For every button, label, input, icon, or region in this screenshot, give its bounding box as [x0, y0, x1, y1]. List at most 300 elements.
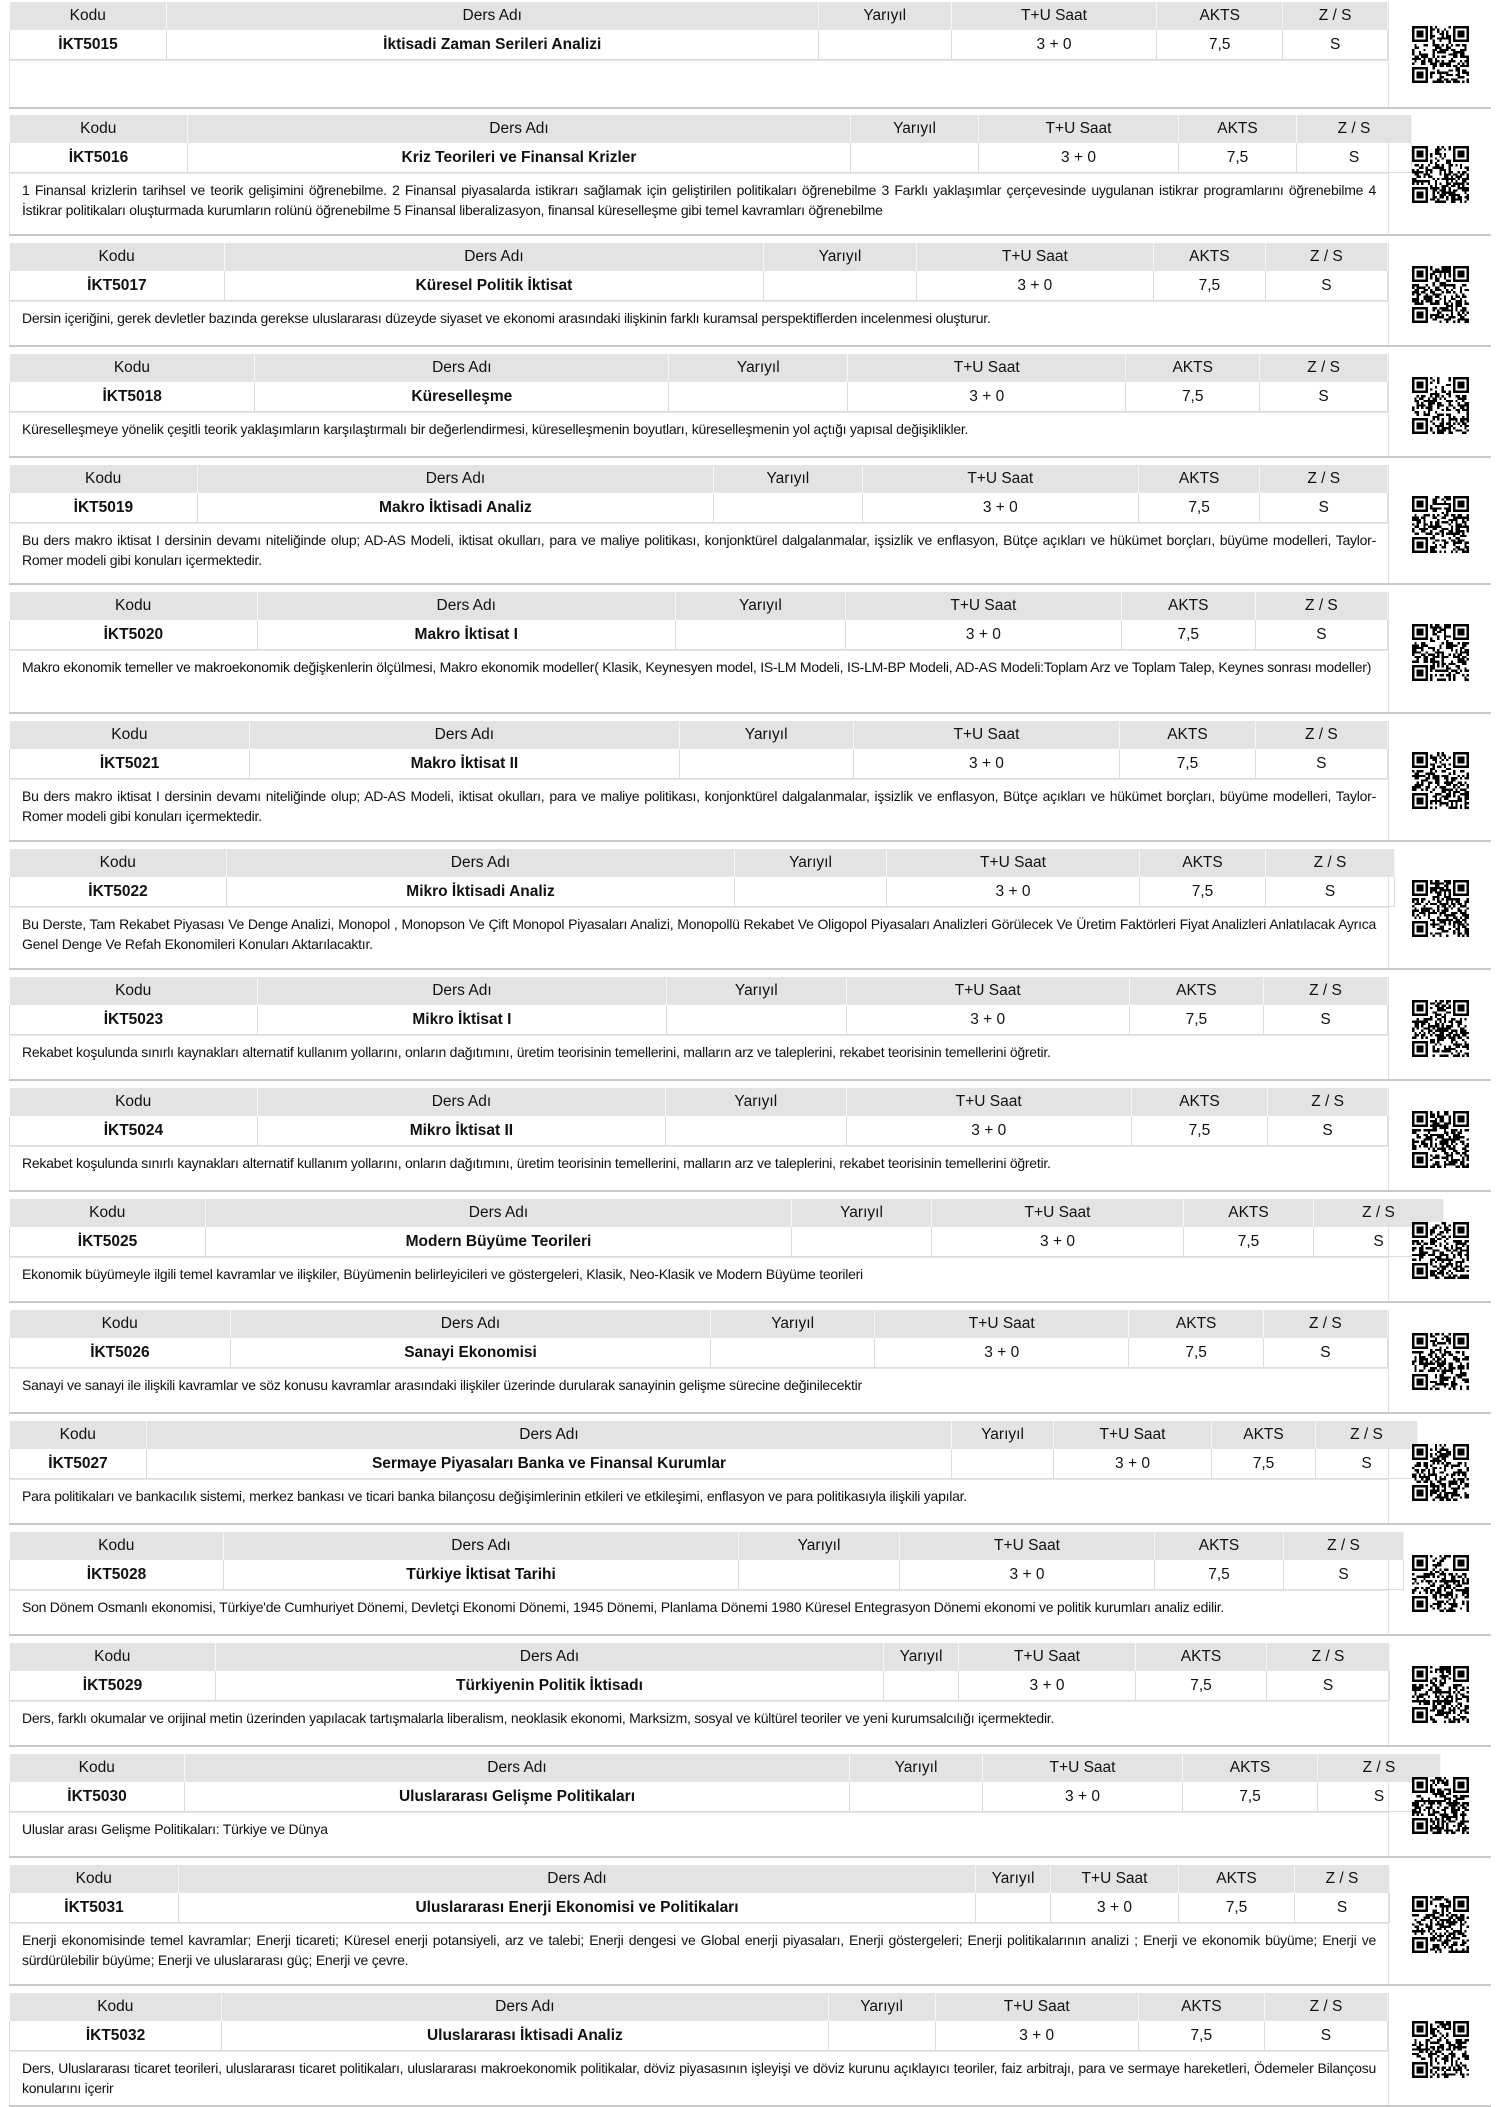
course-zs: S: [1264, 1005, 1388, 1035]
course-name: Makro İktisat II: [250, 749, 679, 779]
course-semester: [711, 1338, 875, 1368]
qr-code-icon: [1412, 377, 1469, 434]
header-row: [10, 1421, 1418, 1449]
header-code: Kodu: [10, 977, 258, 1005]
header-hours: T+U Saat: [959, 1643, 1136, 1671]
qr-code-icon: [1412, 1000, 1469, 1057]
header-zs: Z / S: [1267, 1643, 1390, 1671]
course-ects: 7,5: [1138, 493, 1260, 523]
qr-code-icon: [1412, 1555, 1469, 1612]
course-hours: 3 + 0: [848, 382, 1126, 412]
course-ects: 7,5: [1131, 1116, 1267, 1146]
header-zs: Z / S: [1264, 977, 1388, 1005]
course-code: İKT5029: [10, 1671, 216, 1701]
header-semester: Yarıyıl: [952, 1421, 1054, 1449]
course-ects: 7,5: [1129, 1338, 1263, 1368]
course-hours: 3 + 0: [875, 1338, 1129, 1368]
header-row: [10, 1088, 1388, 1116]
header-zs: Z / S: [1265, 243, 1387, 271]
course-code: İKT5031: [10, 1893, 179, 1923]
course-description: 1 Finansal krizlerin tarihsel ve teorik gelişimini öğrenebilme. 2 Finansal piyasalarda istikrarı sağlamak için geliştirilen politikaları öğrenebilme 3 Farklı yaklaşımlar çerçevesinde uygulanan istikrar programlarını öğrenebilme 4 İstikrar politikaları oluşturmada kurumların rolünü öğrenebilme 5 Finansal liberalizasyon, finansal küreselleşme gibi temel kavramları öğrenebilme: [9, 173, 1388, 234]
course-ects: 7,5: [1138, 2021, 1264, 2051]
qr-code[interactable]: [1389, 1532, 1491, 1634]
header-semester: Yarıyıl: [976, 1865, 1051, 1893]
header-hours: T+U Saat: [1051, 1865, 1179, 1893]
header-semester: Yarıyıl: [792, 1199, 932, 1227]
course-code: İKT5026: [10, 1338, 231, 1368]
header-ects: AKTS: [1138, 1993, 1264, 2021]
course-description: Küreselleşmeye yönelik çeşitli teorik yaklaşımların karşılaştırmalı bir değerlendirmesi, küreselleşmenin boyutları, küreselleşmenin yol açtığı yapısal değişiklikler.: [9, 412, 1388, 456]
header-code: Kodu: [10, 592, 258, 620]
header-zs: Z / S: [1297, 115, 1412, 143]
course-semester: [764, 271, 917, 301]
header-semester: Yarıyıl: [675, 592, 845, 620]
course-hours: 3 + 0: [846, 620, 1122, 650]
course-description: Bu Derste, Tam Rekabet Piyasası Ve Denge Analizi, Monopol , Monopson Ve Çift Monopol Piyasaları Analizi, Monopollü Rekabet Ve Oligopol Piyasaları Analizleri Görülecek Ve Üretim Faktörleri Fiyat Analizleri Anlatılacak Ayrıca Genel Denge Ve Refah Ekonomileri Konuları Aktarılacaktır.: [9, 907, 1388, 968]
course-code: İKT5030: [10, 1782, 185, 1812]
header-semester: Yarıyıl: [851, 115, 979, 143]
course-hours: 3 + 0: [846, 1005, 1129, 1035]
course-zs: S: [1268, 1116, 1388, 1146]
header-name: Ders Adı: [257, 977, 666, 1005]
qr-code[interactable]: [1389, 1643, 1491, 1745]
header-ects: AKTS: [1131, 1088, 1267, 1116]
header-name: Ders Adı: [206, 1199, 792, 1227]
course-block: [9, 721, 1491, 842]
course-description: Ders, farklı okumalar ve orijinal metin üzerinden yapılacak tartışmalarla liberalism, neoklasik ekonomi, Marksizm, sosyal ve kültürel teoriler ve yeni kurumsalcılığı içermektedir.: [9, 1701, 1388, 1745]
course-row: [10, 271, 1388, 301]
header-code: Kodu: [10, 1754, 185, 1782]
header-name: Ders Adı: [188, 115, 851, 143]
course-zs: S: [1316, 1449, 1418, 1479]
header-name: Ders Adı: [227, 849, 735, 877]
course-table: [9, 1532, 1404, 1590]
course-row: [10, 30, 1388, 60]
header-hours: T+U Saat: [900, 1532, 1155, 1560]
course-block: [9, 977, 1491, 1081]
course-row: [10, 2021, 1388, 2051]
header-row: [10, 243, 1388, 271]
course-hours: 3 + 0: [846, 1116, 1131, 1146]
qr-code[interactable]: [1389, 115, 1491, 234]
header-code: Kodu: [10, 354, 255, 382]
header-hours: T+U Saat: [887, 849, 1140, 877]
course-table: [9, 1310, 1388, 1368]
header-row: [10, 849, 1395, 877]
course-row: [10, 382, 1388, 412]
course-ects: 7,5: [1157, 30, 1283, 60]
course-semester: [739, 1560, 900, 1590]
course-name: Türkiye İktisat Tarihi: [224, 1560, 739, 1590]
header-name: Ders Adı: [166, 2, 818, 30]
course-block: [9, 354, 1491, 458]
header-ects: AKTS: [1129, 977, 1263, 1005]
qr-code[interactable]: [1389, 1865, 1491, 1984]
header-code: Kodu: [10, 1310, 231, 1338]
course-table: [9, 849, 1395, 907]
course-row: [10, 877, 1395, 907]
qr-code[interactable]: [1389, 849, 1491, 968]
header-name: Ders Adı: [230, 1310, 710, 1338]
course-name: Kriz Teorileri ve Finansal Krizler: [188, 143, 851, 173]
course-code: İKT5024: [10, 1116, 258, 1146]
header-ects: AKTS: [1121, 592, 1255, 620]
header-zs: Z / S: [1268, 1088, 1388, 1116]
course-hours: 3 + 0: [983, 1782, 1183, 1812]
course-hours: 3 + 0: [887, 877, 1140, 907]
qr-code[interactable]: [1389, 721, 1491, 840]
header-code: Kodu: [10, 1088, 258, 1116]
course-code: İKT5025: [10, 1227, 206, 1257]
header-semester: Yarıyıl: [739, 1532, 900, 1560]
header-hours: T+U Saat: [951, 2, 1156, 30]
qr-code[interactable]: [1389, 2, 1491, 107]
course-name: Modern Büyüme Teorileri: [206, 1227, 792, 1257]
qr-code[interactable]: [1389, 1754, 1491, 1856]
course-table: [9, 354, 1388, 412]
course-ects: 7,5: [1120, 749, 1255, 779]
course-zs: S: [1314, 1227, 1444, 1257]
header-ects: AKTS: [1183, 1754, 1318, 1782]
course-row: [10, 749, 1388, 779]
course-name: Türkiyenin Politik İktisadı: [216, 1671, 884, 1701]
course-hours: 3 + 0: [900, 1560, 1155, 1590]
course-semester: [735, 877, 887, 907]
course-hours: 3 + 0: [979, 143, 1179, 173]
header-row: [10, 1993, 1388, 2021]
qr-code[interactable]: [1389, 354, 1491, 456]
course-hours: 3 + 0: [916, 271, 1153, 301]
header-semester: Yarıyıl: [818, 2, 951, 30]
qr-code-icon: [1412, 1333, 1469, 1390]
header-ects: AKTS: [1157, 2, 1283, 30]
course-zs: S: [1255, 749, 1387, 779]
course-zs: S: [1318, 1782, 1441, 1812]
header-row: [10, 465, 1388, 493]
course-zs: S: [1260, 493, 1388, 523]
course-table: [9, 1643, 1390, 1701]
header-code: Kodu: [10, 1865, 179, 1893]
course-block: [9, 1532, 1491, 1636]
course-name: Küreselleşme: [255, 382, 669, 412]
course-description: Enerji ekonomisinde temel kavramlar; Enerji ticareti; Küresel enerji potansiyeli, arz ve talebi; Enerji dengesi ve Global enerji piyasaları, Enerji göstergeleri; Enerji politikalarının analizi ; Enerji ve ekonomik büyüme; Enerji ve sürdürülebilir büyüme; Enerji ve uluslararası güç; Enerji ve çevre.: [9, 1923, 1388, 1984]
header-semester: Yarıyıl: [714, 465, 863, 493]
course-code: İKT5016: [10, 143, 188, 173]
qr-code-icon: [1412, 266, 1469, 323]
header-zs: Z / S: [1255, 592, 1387, 620]
course-code: İKT5022: [10, 877, 227, 907]
header-code: Kodu: [10, 1199, 206, 1227]
header-hours: T+U Saat: [846, 592, 1122, 620]
course-row: [10, 1338, 1388, 1368]
course-zs: S: [1295, 1893, 1390, 1923]
course-code: İKT5017: [10, 271, 225, 301]
course-code: İKT5028: [10, 1560, 224, 1590]
course-name: Uluslararası Enerji Ekonomisi ve Politikaları: [179, 1893, 976, 1923]
header-hours: T+U Saat: [983, 1754, 1183, 1782]
header-name: Ders Adı: [257, 1088, 665, 1116]
course-table: [9, 465, 1388, 523]
header-semester: Yarıyıl: [828, 1993, 935, 2021]
header-row: [10, 1865, 1390, 1893]
qr-code[interactable]: [1389, 243, 1491, 345]
course-code: İKT5023: [10, 1005, 258, 1035]
header-name: Ders Adı: [250, 721, 679, 749]
header-hours: T+U Saat: [853, 721, 1120, 749]
header-code: Kodu: [10, 721, 250, 749]
header-row: [10, 592, 1388, 620]
header-semester: Yarıyıl: [666, 977, 846, 1005]
header-code: Kodu: [10, 1532, 224, 1560]
qr-code-icon: [1412, 880, 1469, 937]
qr-code-icon: [1412, 496, 1469, 553]
header-code: Kodu: [10, 243, 225, 271]
course-code: İKT5032: [10, 2021, 222, 2051]
course-code: İKT5027: [10, 1449, 147, 1479]
header-row: [10, 1754, 1441, 1782]
course-semester: [850, 1782, 983, 1812]
course-semester: [828, 2021, 935, 2051]
course-block: [9, 1199, 1491, 1303]
course-name: Uluslararası İktisadi Analiz: [222, 2021, 828, 2051]
course-semester: [884, 1671, 959, 1701]
header-name: Ders Adı: [255, 354, 669, 382]
header-ects: AKTS: [1138, 465, 1260, 493]
header-row: [10, 721, 1388, 749]
course-description: Rekabet koşulunda sınırlı kaynakları alternatif kullanım yollarını, onların dağıtımını, üretim teorisinin temellerini, malların arz ve taleplerini, rekabet teorisinin temellerini öğretir.: [9, 1035, 1388, 1079]
header-hours: T+U Saat: [875, 1310, 1129, 1338]
header-ects: AKTS: [1155, 1532, 1284, 1560]
header-hours: T+U Saat: [862, 465, 1138, 493]
course-hours: 3 + 0: [932, 1227, 1184, 1257]
qr-code[interactable]: [1389, 1993, 1491, 2105]
qr-code[interactable]: [1389, 1199, 1491, 1301]
course-name: Makro İktisat I: [257, 620, 675, 650]
course-ects: 7,5: [1179, 143, 1297, 173]
header-hours: T+U Saat: [935, 1993, 1138, 2021]
course-semester: [818, 30, 951, 60]
course-ects: 7,5: [1212, 1449, 1316, 1479]
header-hours: T+U Saat: [1054, 1421, 1212, 1449]
course-semester: [952, 1449, 1054, 1479]
course-block: [9, 1865, 1491, 1986]
header-zs: Z / S: [1314, 1199, 1444, 1227]
header-ects: AKTS: [1184, 1199, 1314, 1227]
header-ects: AKTS: [1140, 849, 1266, 877]
header-hours: T+U Saat: [979, 115, 1179, 143]
course-semester: [976, 1893, 1051, 1923]
course-zs: S: [1264, 2021, 1387, 2051]
course-description: Para politikaları ve bankacılık sistemi, merkez bankası ve ticari banka bilançosu değişimlerinin etkileri ve etkileşimi, enflasyon ve para politikasıyla ilişkili yapılar.: [9, 1479, 1388, 1523]
header-row: [10, 977, 1388, 1005]
header-semester: Yarıyıl: [679, 721, 853, 749]
header-ects: AKTS: [1126, 354, 1260, 382]
course-table: [9, 977, 1388, 1035]
header-semester: Yarıyıl: [669, 354, 848, 382]
header-zs: Z / S: [1255, 721, 1387, 749]
course-name: Uluslararası Gelişme Politikaları: [185, 1782, 850, 1812]
header-name: Ders Adı: [216, 1643, 884, 1671]
course-hours: 3 + 0: [951, 30, 1156, 60]
course-semester: [792, 1227, 932, 1257]
course-name: Küresel Politik İktisat: [224, 271, 763, 301]
course-hours: 3 + 0: [862, 493, 1138, 523]
course-zs: S: [1284, 1560, 1404, 1590]
course-ects: 7,5: [1140, 877, 1266, 907]
course-block: [9, 1088, 1491, 1192]
course-semester: [851, 143, 979, 173]
course-description: Makro ekonomik temeller ve makroekonomik değişkenlerin ölçülmesi, Makro ekonomik modeller( Klasik, Keynesyen model, IS-LM Modeli, IS-LM-BP Modeli, AD-AS Modeli:Toplam Arz ve Toplam Talep, Keynes sonrası modeller): [9, 650, 1388, 712]
course-ects: 7,5: [1183, 1782, 1318, 1812]
course-semester: [679, 749, 853, 779]
header-name: Ders Adı: [179, 1865, 976, 1893]
qr-code-icon: [1412, 752, 1469, 809]
course-description: [9, 60, 1388, 107]
course-table: [9, 1088, 1388, 1146]
header-name: Ders Adı: [147, 1421, 952, 1449]
qr-code-icon: [1412, 26, 1469, 83]
course-row: [10, 1560, 1404, 1590]
header-code: Kodu: [10, 849, 227, 877]
header-zs: Z / S: [1318, 1754, 1441, 1782]
header-zs: Z / S: [1295, 1865, 1390, 1893]
course-ects: 7,5: [1155, 1560, 1284, 1590]
course-ects: 7,5: [1136, 1671, 1267, 1701]
header-ects: AKTS: [1179, 1865, 1295, 1893]
header-ects: AKTS: [1212, 1421, 1316, 1449]
course-ects: 7,5: [1126, 382, 1260, 412]
header-row: [10, 1310, 1388, 1338]
header-code: Kodu: [10, 1993, 222, 2021]
qr-code-icon: [1412, 1444, 1469, 1501]
header-zs: Z / S: [1283, 2, 1388, 30]
qr-code-icon: [1412, 624, 1469, 681]
header-code: Kodu: [10, 1421, 147, 1449]
course-table: [9, 1993, 1388, 2051]
header-ects: AKTS: [1179, 115, 1297, 143]
course-row: [10, 143, 1412, 173]
header-zs: Z / S: [1316, 1421, 1418, 1449]
course-description: Bu ders makro iktisat I dersinin devamı niteliğinde olup; AD-AS Modeli, iktisat okulları, para ve maliye politikası, konjonktürel dalgalanmalar, işsizlik ve enflasyon, Bütçe açıkları ve hükümet borçları, büyüme modelleri, Taylor-Romer modeli gibi konuları içermektedir.: [9, 779, 1388, 840]
header-zs: Z / S: [1264, 1993, 1387, 2021]
course-description: Sanayi ve sanayi ile ilişkili kavramlar ve söz konusu kavramlar arasındaki ilişkiler üzerinde durularak sanayinin gelişme sürecine değinilecektir: [9, 1368, 1388, 1412]
course-hours: 3 + 0: [1051, 1893, 1179, 1923]
header-name: Ders Adı: [224, 243, 763, 271]
header-ects: AKTS: [1129, 1310, 1263, 1338]
course-semester: [675, 620, 845, 650]
header-ects: AKTS: [1120, 721, 1255, 749]
header-zs: Z / S: [1263, 1310, 1387, 1338]
header-hours: T+U Saat: [916, 243, 1153, 271]
course-block: [9, 1310, 1491, 1414]
course-name: Mikro İktisadi Analiz: [227, 877, 735, 907]
header-row: [10, 1199, 1444, 1227]
course-zs: S: [1265, 271, 1387, 301]
course-table: [9, 2, 1388, 60]
course-block: [9, 115, 1491, 236]
course-semester: [669, 382, 848, 412]
course-row: [10, 493, 1388, 523]
course-table: [9, 1199, 1444, 1257]
course-row: [10, 1671, 1390, 1701]
course-name: İktisadi Zaman Serileri Analizi: [166, 30, 818, 60]
header-semester: Yarıyıl: [764, 243, 917, 271]
header-semester: Yarıyıl: [850, 1754, 983, 1782]
qr-code[interactable]: [1389, 977, 1491, 1079]
course-zs: S: [1267, 1671, 1390, 1701]
header-zs: Z / S: [1260, 354, 1388, 382]
header-row: [10, 115, 1412, 143]
header-hours: T+U Saat: [848, 354, 1126, 382]
course-ects: 7,5: [1121, 620, 1255, 650]
course-description: Son Dönem Osmanlı ekonomisi, Türkiye'de Cumhuriyet Dönemi, Devletçi Ekonomi Dönemi, 1945 Dönemi, Planlama Dönemi 1980 Küresel Entegrasyon Dönemi ekonomi ve politik kurumları analiz edilir.: [9, 1590, 1388, 1634]
course-block: [9, 849, 1491, 970]
header-ects: AKTS: [1136, 1643, 1267, 1671]
course-semester: [714, 493, 863, 523]
course-row: [10, 1227, 1444, 1257]
course-zs: S: [1283, 30, 1388, 60]
header-name: Ders Adı: [185, 1754, 850, 1782]
course-zs: S: [1266, 877, 1395, 907]
course-hours: 3 + 0: [1054, 1449, 1212, 1479]
course-description: Bu ders makro iktisat I dersinin devamı niteliğinde olup; AD-AS Modeli, iktisat okulları, para ve maliye politikası, konjonktürel dalgalanmalar, işsizlik ve enflasyon, Bütçe açıkları ve hükümet borçları, büyüme modelleri, Taylor-Romer modeli gibi konuları içermektedir.: [9, 523, 1388, 583]
header-hours: T+U Saat: [846, 1088, 1131, 1116]
header-semester: Yarıyıl: [711, 1310, 875, 1338]
course-zs: S: [1297, 143, 1412, 173]
course-block: [9, 1993, 1491, 2107]
qr-code[interactable]: [1389, 1088, 1491, 1190]
course-code: İKT5019: [10, 493, 198, 523]
course-row: [10, 620, 1388, 650]
header-hours: T+U Saat: [932, 1199, 1184, 1227]
qr-code[interactable]: [1389, 1310, 1491, 1412]
header-name: Ders Adı: [197, 465, 713, 493]
header-row: [10, 1532, 1404, 1560]
qr-code-icon: [1412, 2021, 1469, 2078]
course-code: İKT5018: [10, 382, 255, 412]
qr-code-icon: [1412, 1111, 1469, 1168]
qr-code-icon: [1412, 1896, 1469, 1953]
course-block: [9, 592, 1491, 714]
qr-code-icon: [1412, 1222, 1469, 1279]
course-block: [9, 243, 1491, 347]
course-block: [9, 1754, 1491, 1858]
course-semester: [666, 1005, 846, 1035]
header-semester: Yarıyıl: [735, 849, 887, 877]
qr-code[interactable]: [1389, 592, 1491, 712]
course-table: [9, 592, 1388, 650]
header-hours: T+U Saat: [846, 977, 1129, 1005]
header-semester: Yarıyıl: [665, 1088, 846, 1116]
course-description: Ekonomik büyümeyle ilgili temel kavramlar ve ilişkiler, Büyümenin belirleyicileri ve göstergeleri, Klasik, Neo-Klasik ve Modern Büyüme teorileri: [9, 1257, 1388, 1301]
course-table: [9, 243, 1388, 301]
course-code: İKT5015: [10, 30, 167, 60]
course-block: [9, 2, 1491, 109]
course-table: [9, 721, 1388, 779]
header-row: [10, 1643, 1390, 1671]
course-table: [9, 1421, 1418, 1479]
course-ects: 7,5: [1129, 1005, 1263, 1035]
header-ects: AKTS: [1153, 243, 1265, 271]
header-code: Kodu: [10, 2, 167, 30]
course-description: Rekabet koşulunda sınırlı kaynakları alternatif kullanım yollarını, onların dağıtımını, üretim teorisinin temellerini, malların arz ve taleplerini, rekabet teorisinin temellerini öğretir.: [9, 1146, 1388, 1190]
qr-code[interactable]: [1389, 1421, 1491, 1523]
course-zs: S: [1263, 1338, 1387, 1368]
course-row: [10, 1116, 1388, 1146]
course-zs: S: [1260, 382, 1388, 412]
qr-code[interactable]: [1389, 465, 1491, 583]
header-code: Kodu: [10, 465, 198, 493]
